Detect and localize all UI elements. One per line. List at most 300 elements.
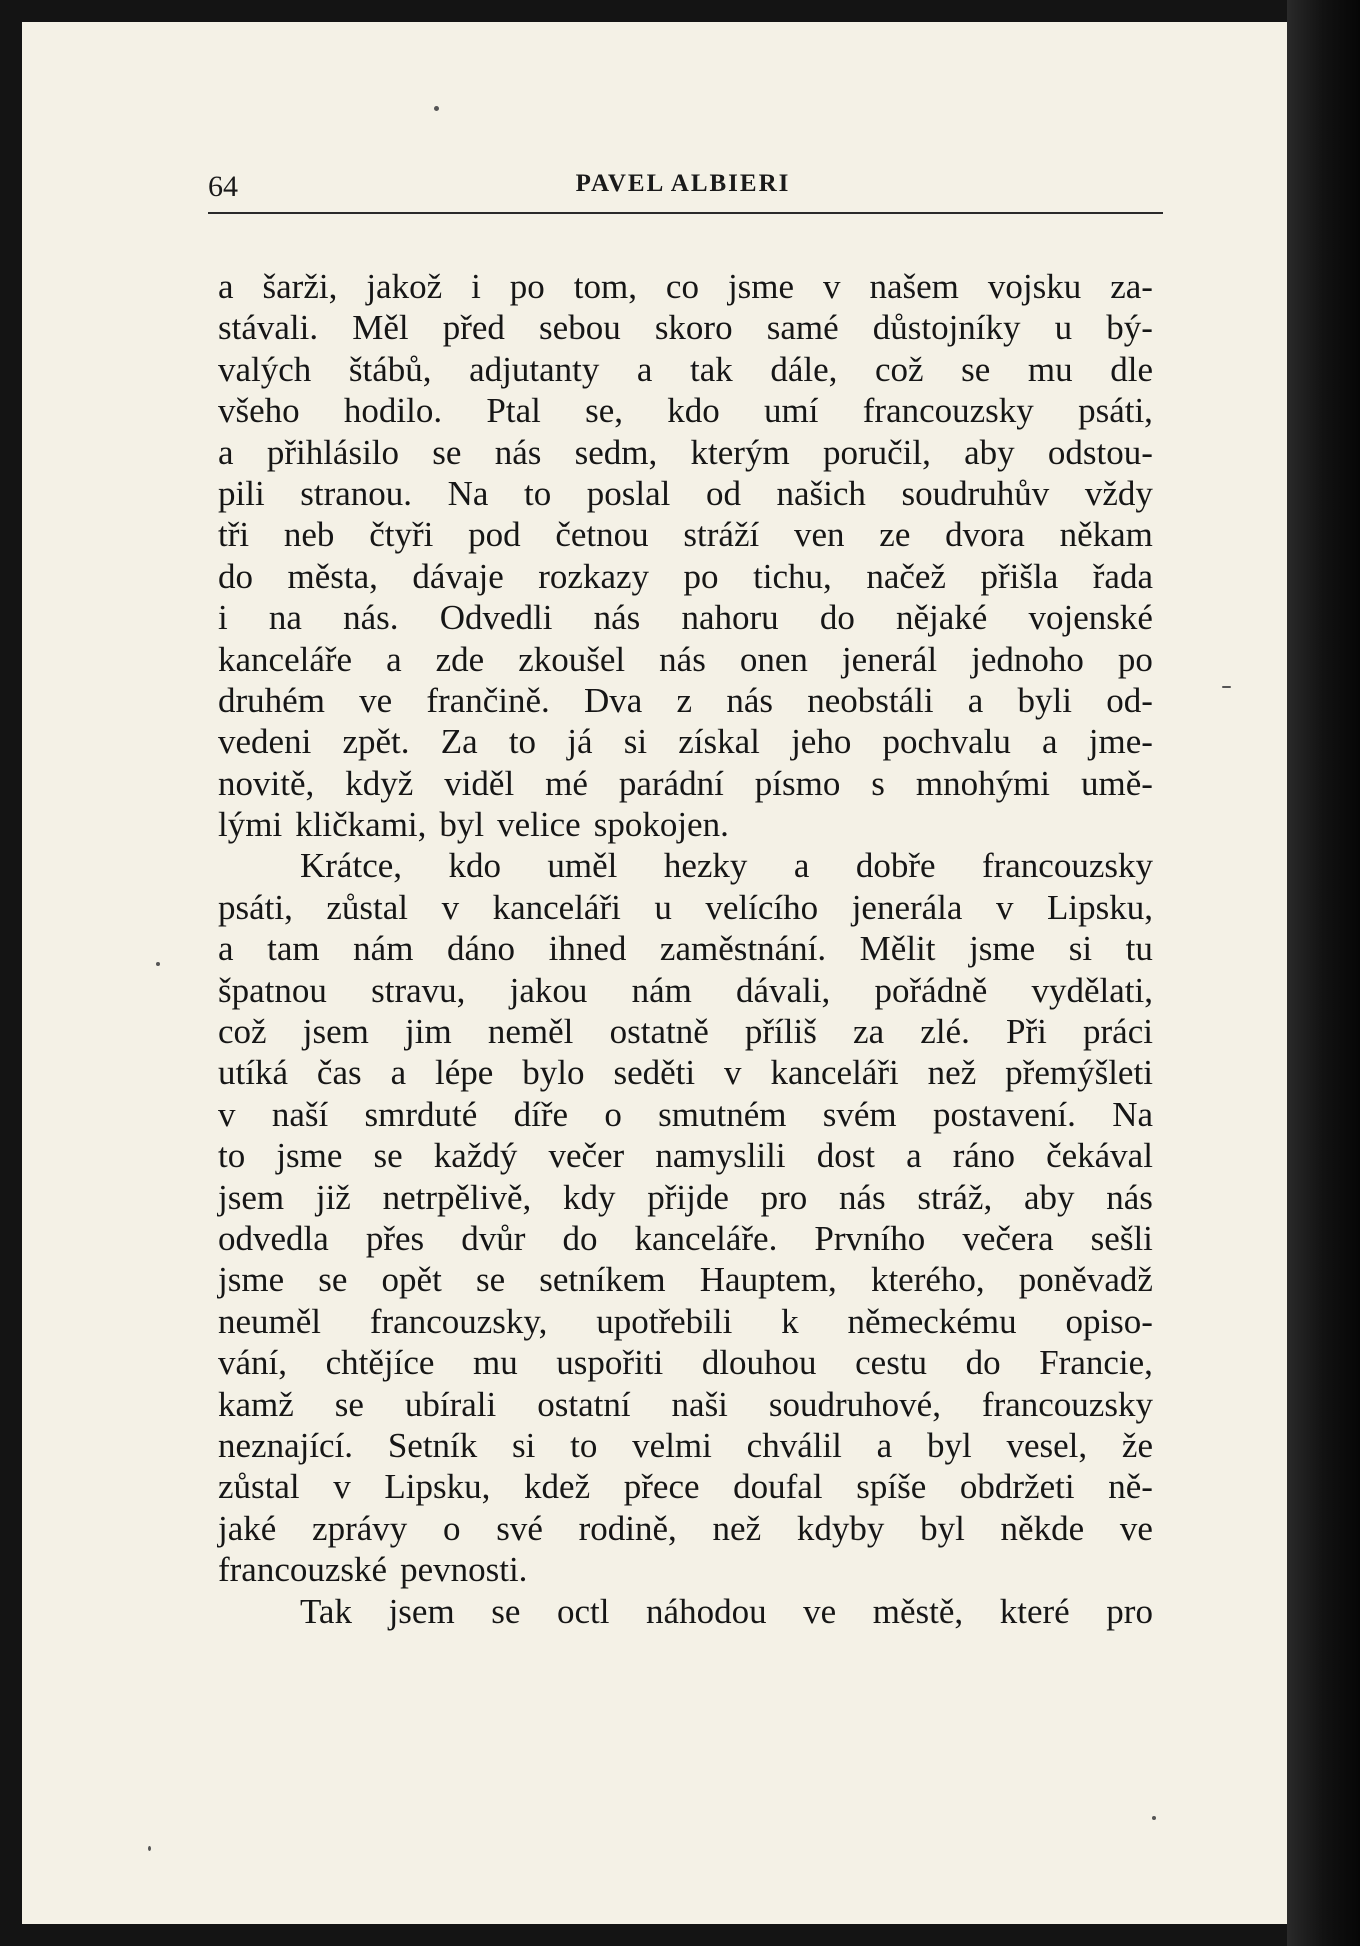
word: vydělati, [1031,970,1153,1010]
word: Při [1006,1012,1047,1052]
word: důstojníky [872,308,1021,348]
word: a [636,349,653,389]
word: Na [1112,1094,1153,1134]
word: a [218,267,234,306]
word: bý- [1106,308,1153,348]
word: jenerál [841,639,938,679]
word: Odvedli [439,598,553,638]
word: aby [964,432,1015,472]
word: valých [218,349,312,389]
word: přihlásilo [266,432,400,472]
word: novitě, [218,763,315,803]
word: jednoho [971,639,1084,679]
word: načež [866,556,946,596]
word: všeho [218,391,300,431]
text-line [218,307,1153,348]
word: Na [447,473,489,513]
word: ihned [548,929,627,969]
word: smrduté [364,1094,478,1134]
word: byl [439,805,485,845]
text-line [218,514,1153,555]
word: smutném [658,1094,787,1134]
word: naší [271,1094,329,1134]
word: Francie, [1039,1343,1153,1383]
word: se [334,1384,364,1424]
page-number: 64 [208,170,238,203]
word: nějaké [896,598,988,638]
word: to [508,722,537,762]
word: hezky [663,846,748,886]
text-line [218,473,1153,514]
word: poručil, [822,432,931,472]
word: a [218,432,234,472]
word: Tak [300,1591,352,1631]
word: neb [283,515,335,555]
text-line [218,266,1153,307]
word: seděti [613,1053,696,1093]
word: aby [1023,1177,1075,1217]
word: se, [585,391,624,431]
word: zaměstnání. [659,929,827,969]
word: doufal [733,1467,823,1507]
word: tam [267,929,320,969]
word: tři [218,515,250,555]
word: se [318,1260,348,1300]
word: skoro [654,308,733,348]
word: ve [359,680,393,720]
text-line [218,1177,1153,1218]
word: kanceláře [218,639,353,679]
word: od- [1106,680,1153,720]
word: chválil [746,1425,842,1465]
word: spíše [856,1467,927,1507]
word: našich [776,473,866,513]
word: octl [556,1591,610,1631]
word: neobstáli [807,680,934,720]
text-line [218,1259,1153,1300]
word: od [705,473,741,513]
word: Krátce, [300,846,403,886]
word: upotřebili [596,1301,733,1341]
word: neznající. [218,1425,354,1465]
word: ráno [952,1136,1015,1176]
word: ze [879,515,911,555]
word: nás [838,1177,886,1217]
word: dvora [945,515,1025,555]
word: dávaje [412,556,504,596]
word: ven [793,515,845,555]
word: viděl [444,763,515,803]
text-line [218,1094,1153,1135]
text-line [218,804,1153,845]
word: než [927,1053,977,1093]
word: velmi [632,1425,712,1465]
word: někde [1000,1508,1085,1548]
word: jsme [727,267,795,306]
word: co [665,267,699,306]
word: o [604,1094,622,1134]
word: v [724,1053,742,1093]
word: jsme [276,1136,343,1176]
word: za [853,1012,885,1052]
word: jaké [218,1508,277,1548]
word: do [965,1343,1001,1383]
word: večer [548,1136,625,1176]
word: hodilo. [343,391,443,431]
word: nás [659,639,706,679]
word: do [562,1218,598,1258]
word: francouzsky, [369,1301,548,1341]
word: Mělit [859,929,936,969]
text-line [218,1052,1153,1093]
word: dvůr [461,1218,526,1258]
word: písmo [754,763,841,803]
word: obdržeti [959,1467,1075,1507]
word: náhodou [646,1591,767,1631]
word: což [218,1012,267,1052]
word: práci [1083,1012,1153,1052]
word: postavení. [932,1094,1076,1134]
text-line [218,390,1153,431]
word: které [999,1591,1070,1631]
word: opiso- [1065,1301,1153,1341]
word: dle [1110,349,1153,389]
word: zde [435,639,485,679]
word: Ptal [486,391,541,431]
word: nás. [343,598,399,638]
word: nám [631,970,692,1010]
word: tak [690,349,733,389]
word: sešli [1090,1218,1153,1258]
speck-mark [148,1846,151,1851]
word: byl [920,1508,965,1548]
word: našem [869,267,959,306]
word: rodině, [578,1508,677,1548]
word: naši [671,1384,728,1424]
word: stráž, [917,1177,993,1217]
text-line [218,970,1153,1011]
word: a [967,680,984,720]
body-text [218,266,1153,1632]
word: umí [764,391,819,431]
word: než [712,1508,762,1548]
word: někam [1059,515,1153,555]
word: Za [440,722,478,762]
word: kanceláře. [634,1218,778,1258]
word: na [268,598,302,638]
word: já [567,722,593,762]
text-line [218,1549,1153,1590]
text-line [218,1508,1153,1549]
word: a [386,639,402,679]
word: stranou. [300,473,413,513]
word: francouzsky [981,846,1153,886]
text-line [218,1218,1153,1259]
word: vesel, [1006,1425,1088,1465]
running-head: PAVEL ALBIERI [575,170,791,197]
word: sebou [539,308,621,348]
text-line [218,597,1153,638]
book-spine-shadow [1287,0,1360,1946]
text-line [218,1342,1153,1383]
word: Prvního [814,1218,926,1258]
word: byl [926,1425,972,1465]
word: dáno [446,929,516,969]
word: z [676,680,693,720]
word: čekával [1046,1136,1153,1176]
word: opět [381,1260,442,1300]
text-line [218,1011,1153,1052]
word: ubírali [404,1384,497,1424]
word: v [823,267,841,306]
word: po [509,267,545,306]
word: do [819,598,855,638]
word: kličkami, [295,805,427,845]
word: zprávy [312,1508,408,1548]
word: stávali. [218,308,319,348]
word: zpět. [342,722,410,762]
speck-mark [1222,686,1231,688]
word: když [345,763,414,803]
word: Dva [584,680,643,720]
word: v [333,1467,351,1507]
word: u [654,887,672,927]
word: mu [472,1343,518,1383]
word: dobře [855,846,936,886]
text-line [218,1135,1153,1176]
word: vojenské [1028,598,1153,638]
word: nás [1106,1177,1153,1217]
text-line [218,680,1153,721]
word: tichu, [753,556,832,596]
word: rozkazy [538,556,650,596]
word: si [512,1425,536,1465]
word: po [683,556,719,596]
word: se [961,349,991,389]
word: Setník [387,1425,478,1465]
word: pro [760,1177,808,1217]
word: pili [218,473,265,513]
word: soudruhův [901,473,1050,513]
word: jenerála [851,887,963,927]
word: stravu, [371,970,466,1010]
word: jsme [218,1260,285,1300]
speck-mark [156,962,160,966]
word: a [218,929,234,969]
word: i [218,598,228,638]
word: zlé. [920,1012,970,1052]
word: nám [353,929,414,969]
word: a [876,1425,893,1465]
word: tu [1125,929,1153,969]
word: kdo [448,846,501,886]
text-line [218,432,1153,473]
word: Lipsku, [384,1467,491,1507]
word: četnou [555,515,649,555]
word: jakož [366,267,443,306]
word: zkoušel [518,639,626,679]
word: netrpělivě, [382,1177,532,1217]
word: mu [1027,349,1073,389]
word: cestu [855,1343,928,1383]
word: a [793,846,810,886]
text-line [218,721,1153,762]
word: jsme [969,929,1036,969]
word: se [432,432,462,472]
word: odstou- [1047,432,1153,472]
word: poněvadž [1018,1260,1153,1300]
word: s [871,763,885,803]
text-line [218,639,1153,680]
text-line [218,845,1153,886]
word: jsem [302,1012,369,1052]
word: francouzské [218,1550,388,1590]
word: řada [1092,556,1153,596]
word: jeho [791,722,852,762]
word: pořádně [874,970,988,1010]
word: chtějíce [325,1343,435,1383]
word: kamž [218,1384,294,1424]
word: německému [847,1301,1017,1341]
page-header [208,162,1158,212]
word: onen [739,639,808,679]
word: po [1117,639,1153,679]
word: to [218,1136,246,1176]
word: byli [1017,680,1072,720]
word: jme- [1088,722,1153,762]
word: bylo [522,1053,585,1093]
word: jsem [388,1591,455,1631]
word: přijde [647,1177,729,1217]
word: psáti, [1078,391,1153,431]
word: Hauptem, [699,1260,837,1300]
word: za- [1110,267,1153,306]
word: štábů, [348,349,432,389]
word: jim [405,1012,452,1052]
word: již [315,1177,351,1217]
word: nás [726,680,773,720]
word: francouzsky [862,391,1034,431]
text-line [218,887,1153,928]
word: každý [433,1136,518,1176]
word: do [218,556,253,596]
word: kdež [524,1467,591,1507]
text-line [218,556,1153,597]
header-rule [208,212,1163,214]
text-line [218,1301,1153,1342]
word: zůstal [218,1467,300,1507]
word: dále, [770,349,838,389]
word: vání, [218,1343,288,1383]
word: si [623,722,648,762]
text-line [218,928,1153,969]
word: přes [365,1218,425,1258]
word: ostatní [537,1384,631,1424]
word: to [523,473,552,513]
word: mnohými [915,763,1051,803]
word: setníkem [539,1260,666,1300]
word: to [570,1425,598,1465]
word: se [491,1591,521,1631]
word: vedeni [218,722,312,762]
word: pevnosti. [400,1550,528,1590]
word: své [496,1508,543,1548]
word: spokojen. [593,805,729,845]
word: přemýšleti [1005,1053,1153,1093]
word: a [906,1136,922,1176]
text-line [218,1384,1153,1425]
word: lépe [435,1053,494,1093]
speck-mark [434,106,439,111]
word: dávali, [736,970,831,1010]
word: zůstal [326,887,409,927]
word: samé [766,308,839,348]
word: ostatně [609,1012,709,1052]
word: velice [497,805,581,845]
word: v [995,887,1014,927]
word: parádní [618,763,724,803]
word: příliš [744,1012,817,1052]
word: získal [678,722,760,762]
word: svém [822,1094,897,1134]
word: před [442,308,505,348]
word: kdy [562,1177,616,1217]
word: nás [494,432,542,472]
word: čas [316,1053,362,1093]
word: přišla [980,556,1059,596]
word: čtyři [369,515,434,555]
word: Měl [352,308,409,348]
word: kdyby [796,1508,885,1548]
speck-mark [1152,1816,1156,1820]
word: vojsku [987,267,1082,306]
word: ně- [1108,1467,1153,1507]
word: dost [816,1136,876,1176]
text-line [218,763,1153,804]
word: stráží [683,515,760,555]
word: ve [803,1591,837,1631]
word: nás [593,598,641,638]
word: jakou [509,970,588,1010]
word: v [218,1094,236,1134]
word: večera [962,1218,1054,1258]
text-line [218,1425,1153,1466]
word: uspořiti [556,1343,664,1383]
word: přece [623,1467,700,1507]
word: utíká [218,1053,288,1093]
word: města, [287,556,378,596]
word: umě- [1081,763,1153,803]
text-line [218,1591,1153,1632]
word: velícího [705,887,819,927]
word: kdo [667,391,720,431]
word: kterým [690,432,790,472]
word: frančině. [426,680,550,720]
word: druhém [218,680,325,720]
text-line [218,1466,1153,1507]
word: pochvalu [882,722,1011,762]
word: se [475,1260,506,1300]
word: namyslili [655,1136,786,1176]
word: šarži, [262,267,338,306]
word: vždy [1084,473,1153,513]
word: kanceláři [770,1053,899,1093]
word: i [471,267,481,306]
word: o [443,1508,461,1548]
word: lými [218,805,283,845]
word: jsem [218,1177,285,1217]
word: uměl [547,846,618,886]
